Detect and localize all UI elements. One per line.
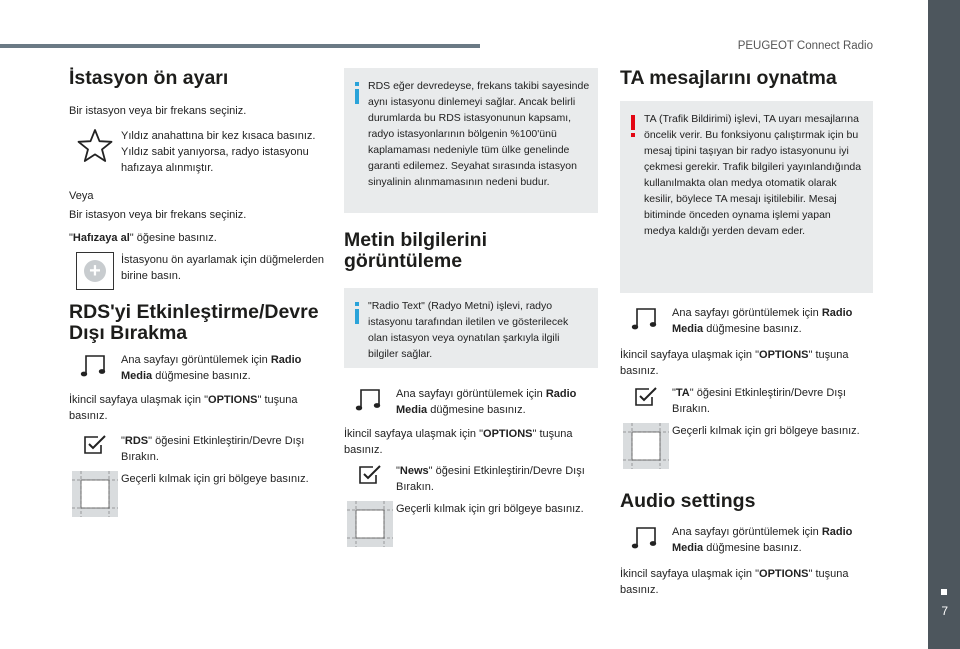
- station-preset-title: İstasyon ön ayarı: [69, 67, 229, 89]
- checkbox-icon: [344, 463, 396, 487]
- page-number: 7: [941, 604, 948, 618]
- ta-warning-note: [620, 101, 873, 293]
- column-2: [344, 68, 598, 547]
- radio-text-note: [344, 288, 598, 368]
- text-music-text: Ana sayfayı görüntülemek için Radio Media düğmesine basınız.: [396, 388, 577, 416]
- ta-title: TA mesajlarını oynatma: [620, 67, 837, 89]
- music-note-icon: [344, 386, 396, 412]
- rds-music-instruction: [69, 352, 324, 384]
- rds-music-text: Ana sayfayı görüntülemek için Radio Media düğmesine basınız.: [121, 354, 302, 382]
- gray-zone-icon: [69, 471, 121, 517]
- checkbox-icon: [620, 385, 672, 409]
- news-toggle-instruction: [344, 463, 598, 495]
- rds-toggle-instruction: [69, 433, 324, 465]
- rds-info-text: RDS eğer devredeyse, frekans takibi sayesinde aynı istasyonu dinlemeyi sağlar. Ancak belirli durumlarda bu RDS istasyonunun kapsamı, radyo istasyonlarının bölgenin %100'ünü kaplamaması nedeniyle tüm ülke genelinde garanti edilemez. Seyahat sırasında istasyon sinyalinin alınmamasının nedeni budur.: [368, 80, 590, 188]
- select-station-text: Bir istasyon veya bir frekans seçiniz.: [69, 105, 247, 117]
- ta-music-instruction: [620, 305, 873, 337]
- checkbox-icon: [69, 433, 121, 457]
- or-text: Veya: [69, 190, 94, 202]
- star-icon: [69, 128, 121, 164]
- info-icon: [352, 82, 362, 104]
- gray-zone-icon: [620, 423, 672, 469]
- news-toggle-text: "News" öğesini Etkinleştirin/Devre Dışı Bırakın.: [396, 465, 585, 493]
- column-1: [69, 68, 324, 517]
- page-marker: [941, 589, 947, 595]
- column-3: [620, 68, 873, 598]
- warning-icon: [628, 115, 638, 137]
- music-note-icon: [69, 352, 121, 378]
- add-preset-icon: +: [69, 252, 121, 290]
- gray-zone-icon: [344, 501, 396, 547]
- rds-title: RDS'yi Etkinleştirme/Devre Dışı Bırakma: [69, 301, 319, 344]
- side-strip: [928, 0, 960, 649]
- star-instruction-text: Yıldız anahattına bir kez kısaca basınız. Yıldız sabit yanıyorsa, radyo istasyonu hafızaya alınmıştır.: [121, 130, 316, 174]
- text-options-text: İkincil sayfaya ulaşmak için "OPTIONS" tuşuna basınız.: [344, 428, 573, 456]
- ta-warning-text: TA (Trafik Bildirimi) işlevi, TA uyarı mesajlarına öncelik verir. Bu fonksiyonu çalıştırmak için bu mesaj tipini taşıyan bir radyo istasyonunu iyi çekmesi gerekir. Trafik bilgileri yayınlandığında kullanılmakta olan medya otomatik olarak kesilir, böylece TA mesajı işitilebilir. Mesaj bitiminde önceden oynama işlemi yapan medya kaldığı yerden devam eder.: [644, 113, 862, 237]
- rds-validate-instruction: [69, 471, 324, 517]
- preset-instruction-text: İstasyonu ön ayarlamak için düğmelerden birine basın.: [121, 254, 325, 282]
- news-validate-text: Geçerli kılmak için gri bölgeye basınız.: [396, 503, 584, 515]
- news-validate-instruction: [344, 501, 598, 547]
- rds-validate-text: Geçerli kılmak için gri bölgeye basınız.: [121, 473, 309, 485]
- music-note-icon: [620, 524, 672, 550]
- select-station-text-2: Bir istasyon veya bir frekans seçiniz.: [69, 209, 247, 221]
- ta-options-text: İkincil sayfaya ulaşmak için "OPTIONS" tuşuna basınız.: [620, 349, 849, 377]
- ta-validate-text: Geçerli kılmak için gri bölgeye basınız.: [672, 425, 860, 437]
- audio-music-instruction: [620, 524, 873, 556]
- radio-text-info: "Radio Text" (Radyo Metni) işlevi, radyo istasyonu tarafından iletilen ve gösterilecek olan istasyon veya oynatılan şarkıyla ilgili bilgiler sağlar.: [368, 300, 569, 360]
- rds-options-text: İkincil sayfaya ulaşmak için "OPTIONS" tuşuna basınız.: [69, 394, 298, 422]
- audio-music-text: Ana sayfayı görüntülemek için Radio Media düğmesine basınız.: [672, 526, 853, 554]
- ta-music-text: Ana sayfayı görüntülemek için Radio Media düğmesine basınız.: [672, 307, 853, 335]
- ta-toggle-instruction: [620, 385, 873, 417]
- ta-toggle-text: "TA" öğesini Etkinleştirin/Devre Dışı Bırakın.: [672, 387, 846, 415]
- info-icon: [352, 302, 362, 324]
- header-rule: [0, 44, 480, 48]
- rds-info-note: [344, 68, 598, 213]
- star-instruction: [69, 128, 324, 176]
- text-info-title: Metin bilgilerini görüntüleme: [344, 229, 488, 272]
- music-note-icon: [620, 305, 672, 331]
- preset-button-instruction: [69, 252, 324, 290]
- text-music-instruction: [344, 386, 598, 418]
- page-header-title: PEUGEOT Connect Radio: [737, 40, 873, 52]
- memorize-instruction: "Hafızaya al" öğesine basınız.: [69, 232, 217, 244]
- audio-options-text: İkincil sayfaya ulaşmak için "OPTIONS" tuşuna basınız.: [620, 568, 849, 596]
- ta-validate-instruction: [620, 423, 873, 469]
- audio-settings-title: Audio settings: [620, 490, 756, 512]
- rds-toggle-text: "RDS" öğesini Etkinleştirin/Devre Dışı Bırakın.: [121, 435, 305, 463]
